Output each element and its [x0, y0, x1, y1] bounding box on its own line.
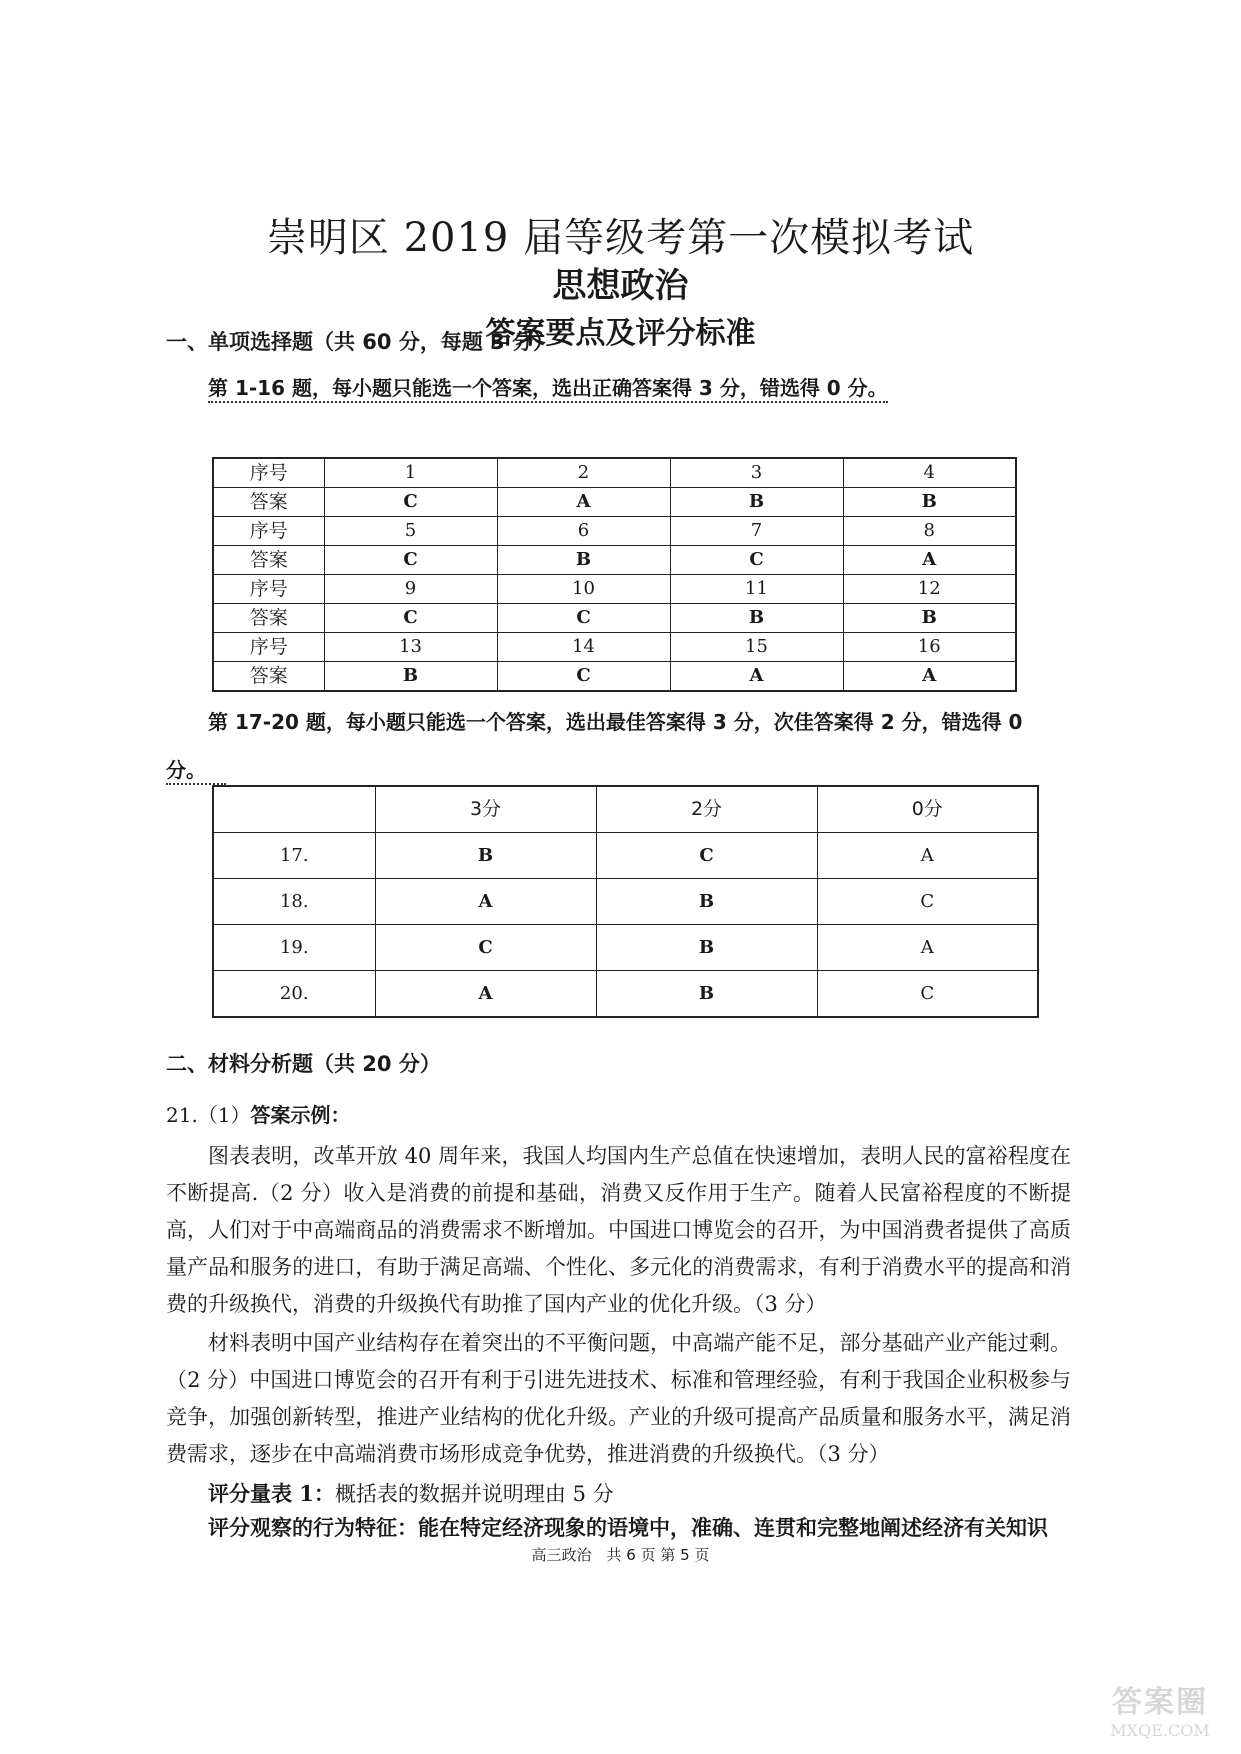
table1-cell: A — [843, 546, 1016, 575]
table1-row-label: 序号 — [213, 575, 324, 604]
table1-row-label: 答案 — [213, 488, 324, 517]
instruction-q1-16 — [208, 372, 888, 401]
table1-row — [213, 604, 1016, 633]
table2-cell: A — [375, 971, 596, 1018]
table1-cell: C — [324, 604, 497, 633]
table1-cell: 16 — [843, 633, 1016, 662]
table1-cell: B — [843, 604, 1016, 633]
table1-cell: 7 — [670, 517, 843, 546]
question-21-label: 答案示例： — [250, 1103, 351, 1127]
table1-cell: 3 — [670, 458, 843, 488]
section2-heading: 二、材料分析题（共 20 分） — [166, 1052, 441, 1076]
table1-row-label: 序号 — [213, 517, 324, 546]
answer-paragraph-1: 图表表明，改革开放 40 周年来，我国人均国内生产总值在快速增加，表明人民的富裕程度在不断提高.（2 分）收入是消费的前提和基础，消费又反作用于生产。随着人民富裕程度的不断提高，人们对于中高端商品的消费需求不断增加。中国进口博览会的召开，为中国消费者提供了高质量产品和服务的进口，有助于满足高端、个性化、多元化的消费需求，有利于消费水平的提高和消费的升级换代，消费的升级换代有助推了国内产业的优化升级。（3 分） — [166, 1144, 1071, 1316]
table1-cell: A — [670, 662, 843, 692]
table1-cell: C — [324, 488, 497, 517]
table2-cell: C — [817, 879, 1038, 925]
question-21-header — [166, 1097, 1071, 1134]
scoring-observation-label: 评分观察的行为特征： — [208, 1515, 418, 1540]
table1-cell: 14 — [497, 633, 670, 662]
table1-cell: 11 — [670, 575, 843, 604]
table2-question-number: 20. — [213, 971, 375, 1018]
table1-cell: B — [497, 546, 670, 575]
document-subtitle: 答案要点及评分标准 — [485, 316, 756, 351]
table2-cell: C — [596, 833, 817, 879]
table1-cell: B — [843, 488, 1016, 517]
table2-cell: A — [817, 925, 1038, 971]
table2-row — [213, 971, 1038, 1018]
table1-row-label: 答案 — [213, 604, 324, 633]
table2-cell: B — [596, 971, 817, 1018]
table1-cell: 2 — [497, 458, 670, 488]
instruction-q17-20-text: 第 17-20 题，每小题只能选一个答案，选出最佳答案得 3 分，次佳答案得 2 分，错选得 0 — [208, 710, 1023, 734]
table1-cell: 1 — [324, 458, 497, 488]
scoring-scale-text: 概括表的数据并说明理由 5 分 — [334, 1482, 614, 1506]
table1-cell: 15 — [670, 633, 843, 662]
table1-cell: 9 — [324, 575, 497, 604]
table1-cell: C — [497, 662, 670, 692]
scoring-scale — [208, 1475, 1078, 1513]
watermark-logo — [1094, 1685, 1226, 1741]
table1-cell: C — [670, 546, 843, 575]
table2-cell: B — [596, 879, 817, 925]
table2-header-cell — [213, 786, 375, 833]
table2-row — [213, 833, 1038, 879]
section1-heading: 一、单项选择题（共 60 分，每题 3 分） — [166, 330, 555, 354]
table2-question-number: 19. — [213, 925, 375, 971]
table2-header-cell: 3分 — [375, 786, 596, 833]
table1-cell: C — [497, 604, 670, 633]
table1-cell: 10 — [497, 575, 670, 604]
instruction-q17-20-text-cont: 分。 — [166, 758, 226, 785]
table1-row — [213, 458, 1016, 488]
table1-cell: C — [324, 546, 497, 575]
table2-cell: C — [375, 925, 596, 971]
table1-cell: A — [497, 488, 670, 517]
table1-cell: 5 — [324, 517, 497, 546]
answer-paragraph-2: 材料表明中国产业结构存在着突出的不平衡问题，中高端产能不足，部分基础产业产能过剩。（2 分）中国进口博览会的召开有利于引进先进技术、标准和管理经验，有利于我国企业积极参与竞争，加强创新转型，推进产业结构的优化升级。产业的升级可提高产品质量和服务水平，满足消费需求，逐步在中高端消费市场形成竞争优势，推进消费的升级换代。（3 分） — [166, 1331, 1071, 1466]
table1-cell: B — [324, 662, 497, 692]
scoring-scale-label: 评分量表 1： — [208, 1481, 335, 1506]
question-21-number: 21.（1） — [166, 1103, 251, 1127]
table1-cell: B — [670, 604, 843, 633]
instruction-q1-16-text: 第 1-16 题，每小题只能选一个答案，选出正确答案得 3 分，错选得 0 分。 — [208, 376, 888, 403]
table1-cell: 6 — [497, 517, 670, 546]
table1-row-label: 答案 — [213, 546, 324, 575]
table1-cell: 12 — [843, 575, 1016, 604]
table2-row — [213, 879, 1038, 925]
table1-row-label: 答案 — [213, 662, 324, 692]
table2-cell: B — [375, 833, 596, 879]
watermark-text: 答案圈 — [1112, 1685, 1208, 1720]
subject-title: 思想政治 — [552, 266, 689, 306]
table1-cell: 4 — [843, 458, 1016, 488]
instruction-q17-20 — [208, 706, 1022, 735]
table1-row — [213, 488, 1016, 517]
scoring-observation — [208, 1509, 1078, 1547]
table1-row — [213, 633, 1016, 662]
table2-cell: B — [596, 925, 817, 971]
table1-row — [213, 546, 1016, 575]
table1-row — [213, 662, 1016, 692]
instruction-q17-20-cont — [166, 754, 226, 783]
table2-row — [213, 925, 1038, 971]
table1-cell: 8 — [843, 517, 1016, 546]
table2-header-cell: 2分 — [596, 786, 817, 833]
table1-row — [213, 575, 1016, 604]
watermark-url: MXQE.COM — [1110, 1721, 1210, 1740]
table1-cell: 13 — [324, 633, 497, 662]
table2-cell: A — [375, 879, 596, 925]
table1-row-label: 序号 — [213, 458, 324, 488]
table2-question-number: 17. — [213, 833, 375, 879]
scoring-observation-text: 能在特定经济现象的语境中，准确、连贯和完整地阐述经济有关知识 — [418, 1515, 1048, 1540]
table2-cell: A — [817, 833, 1038, 879]
table1-row — [213, 517, 1016, 546]
answer-table-1-16 — [212, 457, 1017, 692]
table1-row-label: 序号 — [213, 633, 324, 662]
table1-cell: A — [843, 662, 1016, 692]
table1-cell: B — [670, 488, 843, 517]
answer-table-17-20 — [212, 785, 1039, 1018]
page-footer: 高三政治 共 6 页 第 5 页 — [531, 1546, 710, 1564]
exam-title: 崇明区 2019 届等级考第一次模拟考试 — [266, 215, 975, 261]
table2-question-number: 18. — [213, 879, 375, 925]
table2-header-cell: 0分 — [817, 786, 1038, 833]
table2-cell: C — [817, 971, 1038, 1018]
table2-header-row — [213, 786, 1038, 833]
